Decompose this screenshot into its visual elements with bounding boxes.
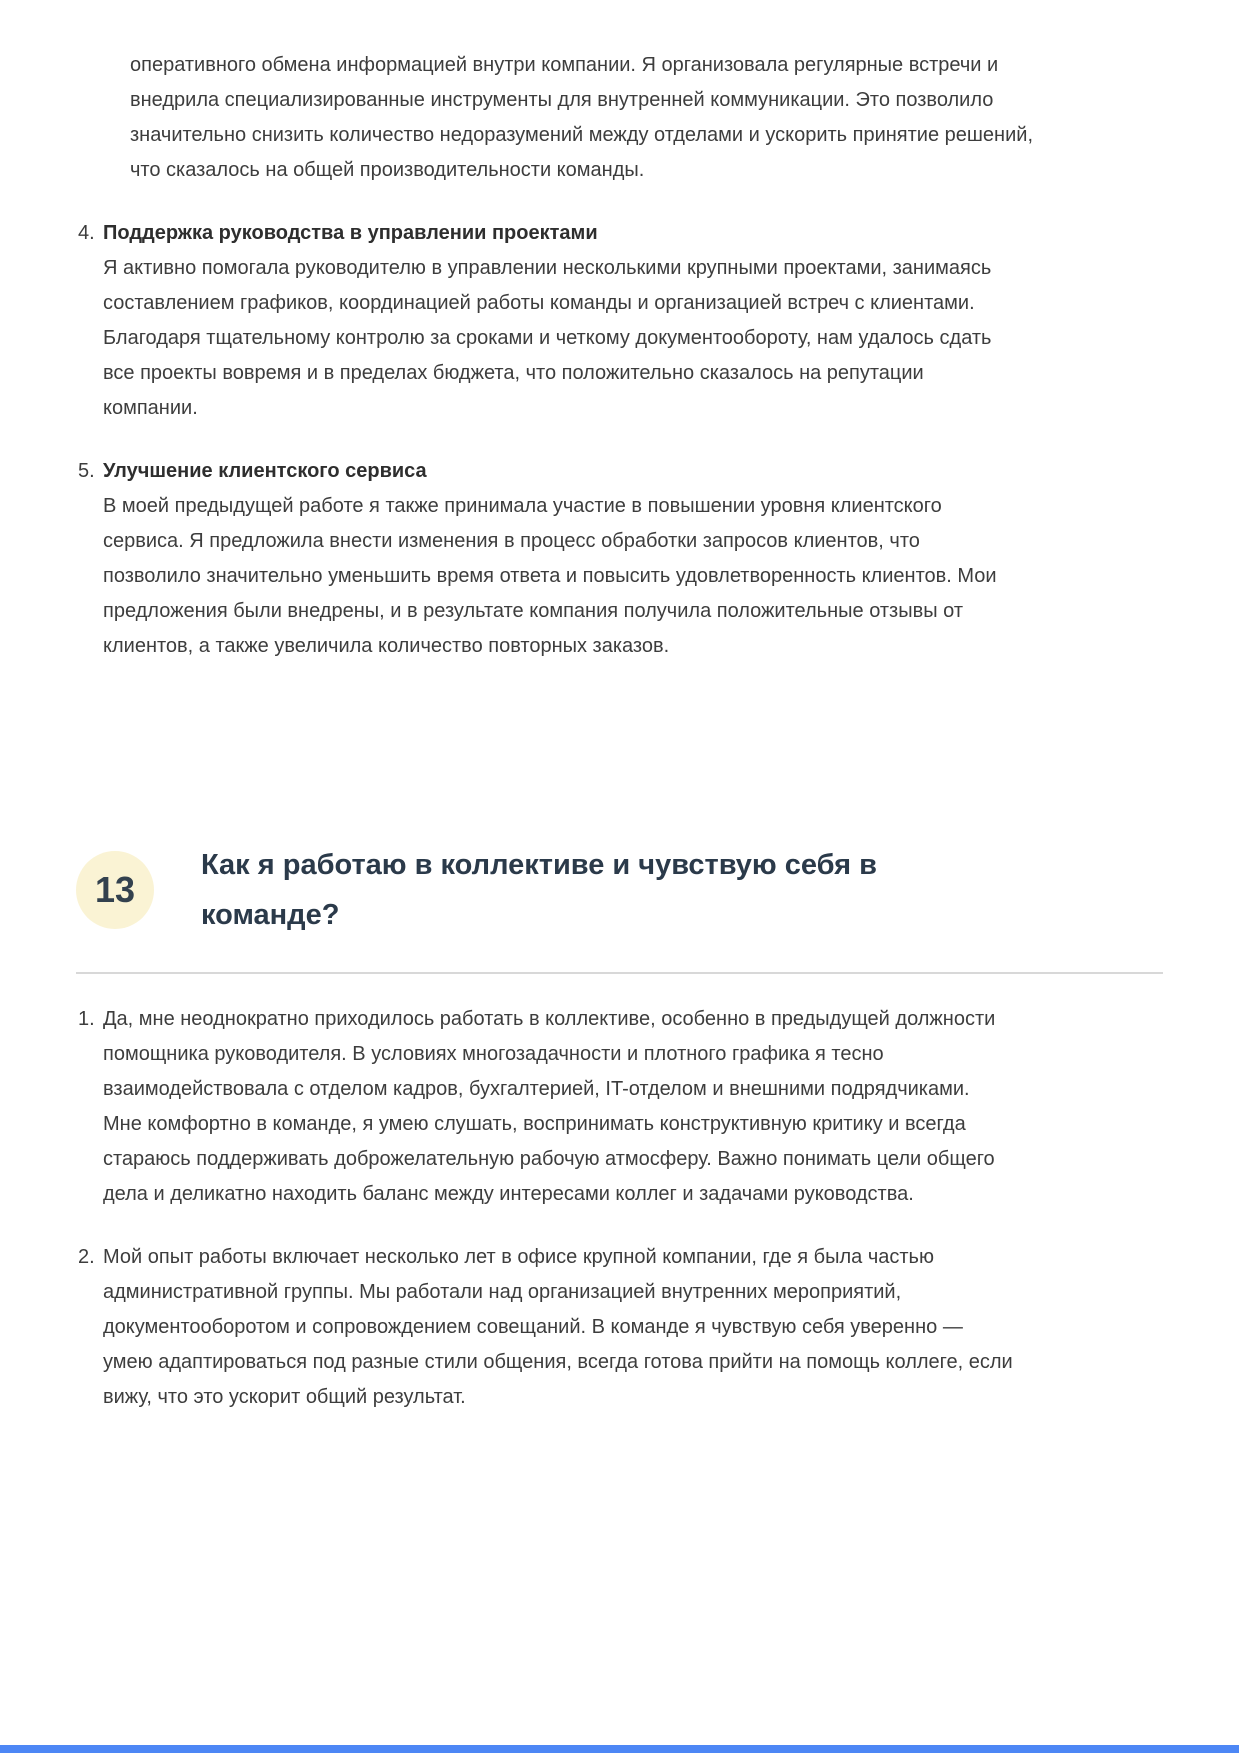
list-item-body: В моей предыдущей работе я также принимала участие в повышении уровня клиентского сервиса. Я предложила внести изменения в процесс обработки запросов клиентов, что позволило значительно уменьшить время ответа и повысить удовлетворенность клиентов. Мои предложения были внедрены, и в результате компания получила положительные отзывы от клиентов, а также увеличила количество повторных заказов. bbox=[103, 495, 997, 657]
list-item-4 bbox=[76, 216, 1163, 426]
document-content bbox=[0, 48, 1239, 1415]
list-item-body: Да, мне неоднократно приходилось работать в коллективе, особенно в предыдущей должности помощника руководителя. В условиях многозадачности и плотного графика я тесно взаимодействовала с отделом кадров, бухгалтерией, IT-отделом и внешними подрядчиками. Мне комфортно в команде, я умею слушать, воспринимать конструктивную критику и всегда стараюсь поддерживать доброжелательную рабочую атмосферу. Важно понимать цели общего дела и деликатно находить баланс между интересами коллег и задачами руководства. bbox=[103, 1008, 996, 1205]
answers-list bbox=[76, 1002, 1163, 1415]
list-item-content bbox=[103, 1240, 1013, 1415]
list-item-number: 1. bbox=[78, 1008, 95, 1030]
list-item-content bbox=[103, 454, 1013, 664]
paragraph-continuation: оперативного обмена информацией внутри компании. Я организовала регулярные встречи и внедрила специализированные инструменты для внутренней коммуникации. Это позволило значительно снизить количество недоразумений между отделами и ускорить принятие решений, что сказалось на общей производительности команды. bbox=[130, 54, 1033, 181]
list-item-content bbox=[103, 216, 1013, 426]
section-title: Как я работаю в коллективе и чувствую себя в команде? bbox=[201, 849, 877, 931]
list-item-number: 4. bbox=[78, 222, 95, 244]
list-item-5 bbox=[76, 454, 1163, 664]
section-header bbox=[76, 840, 1163, 940]
list-item-body: Мой опыт работы включает несколько лет в офисе крупной компании, где я была частью административной группы. Мы работали над организацией внутренних мероприятий, документооборотом и сопровождением совещаний. В команде я чувствую себя уверенно — умею адаптироваться под разные стили общения, всегда готова прийти на помощь коллеге, если вижу, что это ускорит общий результат. bbox=[103, 1246, 1013, 1408]
list-item-title: Поддержка руководства в управлении проектами bbox=[103, 222, 598, 244]
question-number-badge: 13 bbox=[76, 851, 154, 929]
list-item-number: 2. bbox=[78, 1246, 95, 1268]
list-item-body: Я активно помогала руководителю в управлении несколькими крупными проектами, занимаясь составлением графиков, координацией работы команды и организацией встреч с клиентами. Благодаря тщательному контролю за сроками и четкому документообороту, нам удалось сдать все проекты вовремя и в пределах бюджета, что положительно сказалось на репутации компании. bbox=[103, 257, 992, 419]
section-divider bbox=[76, 972, 1163, 974]
list-item-content bbox=[103, 1002, 1013, 1212]
list-item-number: 5. bbox=[78, 460, 95, 482]
bottom-accent-bar bbox=[0, 1745, 1239, 1753]
list-item-2 bbox=[76, 1240, 1163, 1415]
list-item-title: Улучшение клиентского сервиса bbox=[103, 460, 427, 482]
list-item-1 bbox=[76, 1002, 1163, 1212]
